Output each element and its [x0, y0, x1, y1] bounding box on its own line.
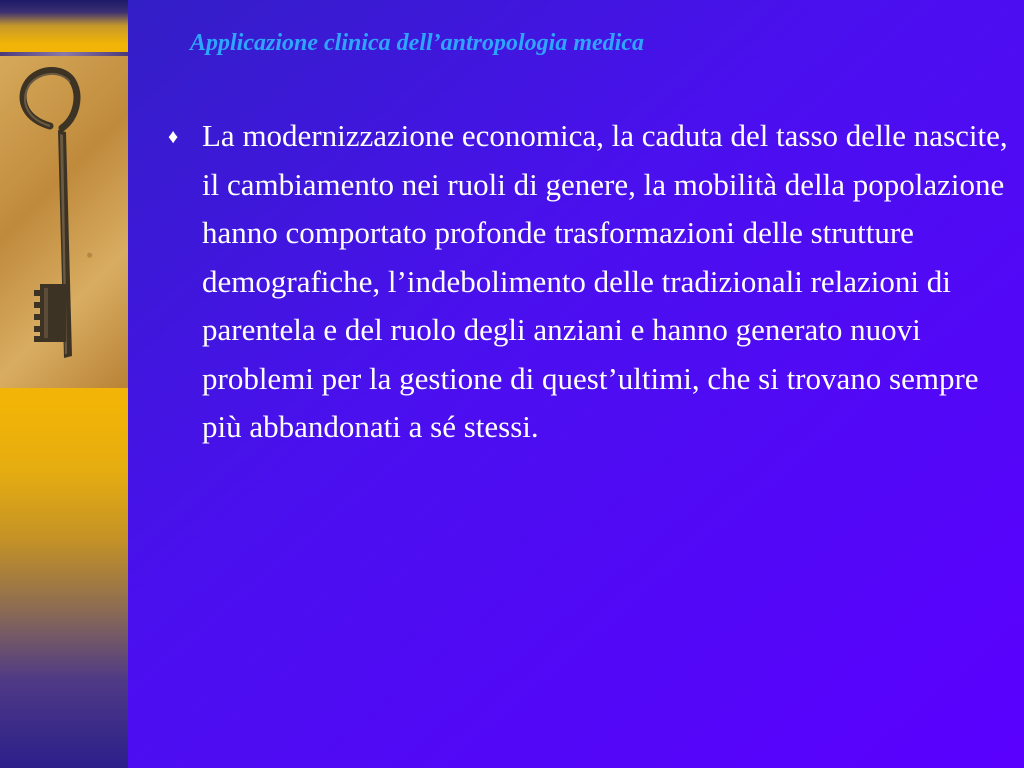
diamond-bullet-icon: ♦ — [168, 126, 179, 148]
slide-title: Applicazione clinica dell’antropologia medica — [190, 30, 644, 56]
decorative-sidebar — [0, 0, 128, 768]
slide-content — [128, 0, 1024, 768]
old-key-icon — [0, 56, 128, 388]
bullet-paragraph: La modernizzazione economica, la caduta del tasso delle nascite, il cambiamento nei ruoli di genere, la mobilità della popolazione hanno comportato profonde trasformazioni delle strutture demografiche, l’indebolimento delle tradizionali relazioni di parentela e del ruolo degli anziani e hanno generato nuovi problemi per la gestione di quest’ultimi, che si trovano sempre più abbandonati a sé stessi. — [202, 118, 1008, 444]
old-key-photo — [0, 56, 128, 388]
